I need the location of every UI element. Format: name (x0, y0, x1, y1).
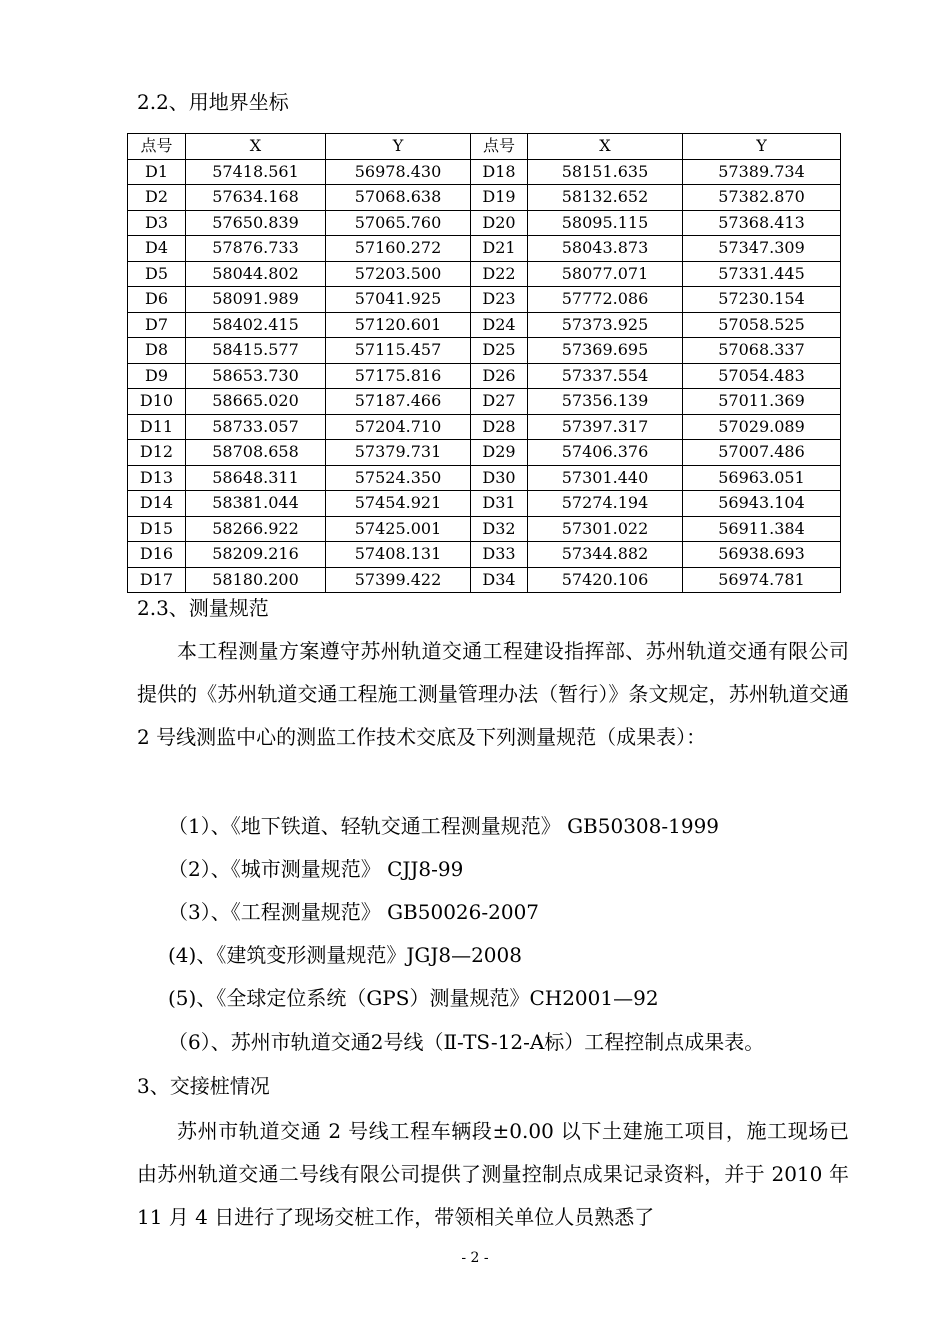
table-row (128, 491, 841, 517)
table-cell: D27 (471, 389, 528, 415)
table-cell: 57204.710 (326, 414, 471, 440)
table-cell: D22 (471, 261, 528, 287)
table-cell: 57454.921 (326, 491, 471, 517)
table-cell: D6 (128, 287, 186, 313)
table-cell: 57331.445 (683, 261, 841, 287)
table-cell: D7 (128, 312, 186, 338)
table-cell: D12 (128, 440, 186, 466)
table-row (128, 440, 841, 466)
table-cell: 58708.658 (186, 440, 326, 466)
table-cell: D16 (128, 542, 186, 568)
table-cell: 57373.925 (528, 312, 683, 338)
table-cell: D17 (128, 567, 186, 593)
table-cell: 58381.044 (186, 491, 326, 517)
table-row (128, 414, 841, 440)
header-point-no-2: 点号 (471, 134, 528, 160)
table-cell: 57115.457 (326, 338, 471, 364)
section-3-heading: 3、交接桩情况 (137, 1074, 270, 1098)
table-cell: 57230.154 (683, 287, 841, 313)
header-x: X (186, 134, 326, 160)
section-2-3-heading: 2.3、测量规范 (137, 596, 269, 620)
table-cell: D23 (471, 287, 528, 313)
table-cell: 58132.652 (528, 185, 683, 211)
table-cell: 56943.104 (683, 491, 841, 517)
table-cell: D3 (128, 210, 186, 236)
table-cell: 58266.922 (186, 516, 326, 542)
table-row (128, 185, 841, 211)
table-cell: 57187.466 (326, 389, 471, 415)
table-cell: 58402.415 (186, 312, 326, 338)
table-cell: D31 (471, 491, 528, 517)
page-number: - 2 - (461, 1250, 489, 1266)
header-y: Y (326, 134, 471, 160)
table-cell: 57418.561 (186, 159, 326, 185)
table-cell: 57007.486 (683, 440, 841, 466)
table-cell: 57356.139 (528, 389, 683, 415)
table-cell: 57389.734 (683, 159, 841, 185)
section-2-2-heading: 2.2、用地界坐标 (137, 90, 289, 114)
table-cell: D19 (471, 185, 528, 211)
table-cell: D21 (471, 236, 528, 262)
table-cell: D28 (471, 414, 528, 440)
table-cell: 57029.089 (683, 414, 841, 440)
table-cell: 57650.839 (186, 210, 326, 236)
table-cell: 57420.106 (528, 567, 683, 593)
table-cell: 57368.413 (683, 210, 841, 236)
table-row (128, 363, 841, 389)
table-cell: D15 (128, 516, 186, 542)
table-cell: D11 (128, 414, 186, 440)
table-cell: D8 (128, 338, 186, 364)
table-cell: 57175.816 (326, 363, 471, 389)
table-cell: 57347.309 (683, 236, 841, 262)
table-row (128, 465, 841, 491)
table-cell: 57379.731 (326, 440, 471, 466)
table-cell: 57160.272 (326, 236, 471, 262)
table-cell: 56963.051 (683, 465, 841, 491)
table-row (128, 210, 841, 236)
table-cell: 57041.925 (326, 287, 471, 313)
header-y-2: Y (683, 134, 841, 160)
table-cell: 57065.760 (326, 210, 471, 236)
table-cell: 57120.601 (326, 312, 471, 338)
header-x-2: X (528, 134, 683, 160)
table-cell: 57406.376 (528, 440, 683, 466)
table-cell: D29 (471, 440, 528, 466)
table-cell: 58044.802 (186, 261, 326, 287)
table-cell: 57399.422 (326, 567, 471, 593)
table-cell: D1 (128, 159, 186, 185)
table-cell: D5 (128, 261, 186, 287)
table-cell: 57425.001 (326, 516, 471, 542)
table-row (128, 338, 841, 364)
standard-item: （6）、苏州市轨道交通2号线（Ⅱ-TS-12-A标）工程控制点成果表。 (168, 1030, 765, 1054)
table-cell: D18 (471, 159, 528, 185)
table-cell: 57058.525 (683, 312, 841, 338)
table-cell: D13 (128, 465, 186, 491)
table-cell: 58653.730 (186, 363, 326, 389)
table-cell: 57344.882 (528, 542, 683, 568)
standard-item: （3）、《工程测量规范》 GB50026-2007 (168, 900, 540, 924)
table-row (128, 261, 841, 287)
table-cell: 58043.873 (528, 236, 683, 262)
table-cell: 57382.870 (683, 185, 841, 211)
table-row (128, 159, 841, 185)
table-header-row (128, 134, 841, 160)
table-cell: D25 (471, 338, 528, 364)
table-cell: D14 (128, 491, 186, 517)
table-cell: 57397.317 (528, 414, 683, 440)
header-point-no: 点号 (128, 134, 186, 160)
table-cell: 58209.216 (186, 542, 326, 568)
table-cell: 58091.989 (186, 287, 326, 313)
table-cell: 57634.168 (186, 185, 326, 211)
table-cell: 56938.693 (683, 542, 841, 568)
table-cell: D32 (471, 516, 528, 542)
table-cell: D2 (128, 185, 186, 211)
table-cell: 58151.635 (528, 159, 683, 185)
table-cell: 58665.020 (186, 389, 326, 415)
table-cell: 57054.483 (683, 363, 841, 389)
table-cell: D26 (471, 363, 528, 389)
table-cell: 56978.430 (326, 159, 471, 185)
standards-paragraph: 本工程测量方案遵守苏州轨道交通工程建设指挥部、苏州轨道交通有限公司提供的《苏州轨道交通工程施工测量管理办法（暂行）》条文规定，苏州轨道交通 2 号线测监中心的测监工作技术交底及下列测量规范（成果表）： (137, 639, 849, 749)
table-row (128, 287, 841, 313)
table-cell: D24 (471, 312, 528, 338)
table-cell: 56911.384 (683, 516, 841, 542)
table-body (128, 159, 841, 593)
table-cell: 57876.733 (186, 236, 326, 262)
table-cell: 57011.369 (683, 389, 841, 415)
table-cell: 56974.781 (683, 567, 841, 593)
table-cell: 57301.440 (528, 465, 683, 491)
table-cell: 57301.022 (528, 516, 683, 542)
table-cell: D34 (471, 567, 528, 593)
handover-paragraph: 苏州市轨道交通 2 号线工程车辆段±0.00 以下土建施工项目，施工现场已由苏州轨道交通二号线有限公司提供了测量控制点成果记录资料，并于 2010 年 11 月 4 日进行了现场交桩工作，带领相关单位人员熟悉了 (137, 1119, 849, 1229)
table-cell: 57068.638 (326, 185, 471, 211)
table-cell: 57068.337 (683, 338, 841, 364)
table-cell: 58648.311 (186, 465, 326, 491)
table-cell: 57369.695 (528, 338, 683, 364)
boundary-coordinates-table (127, 133, 841, 593)
table-cell: 57408.131 (326, 542, 471, 568)
table-cell: 58095.115 (528, 210, 683, 236)
table-cell: 57524.350 (326, 465, 471, 491)
table-cell: D20 (471, 210, 528, 236)
standard-item: （1）、《地下铁道、轻轨交通工程测量规范》 GB50308-1999 (168, 814, 720, 838)
table-row (128, 389, 841, 415)
table-row (128, 542, 841, 568)
table-cell: 58415.577 (186, 338, 326, 364)
table-cell: D10 (128, 389, 186, 415)
standard-item: (4)、《建筑变形测量规范》JGJ8—2008 (168, 943, 522, 967)
table-cell: 57203.500 (326, 261, 471, 287)
table-cell: D9 (128, 363, 186, 389)
table-cell: 57337.554 (528, 363, 683, 389)
table-row (128, 567, 841, 593)
table-cell: 58180.200 (186, 567, 326, 593)
table-cell: D30 (471, 465, 528, 491)
table-cell: 58733.057 (186, 414, 326, 440)
table-cell: 57274.194 (528, 491, 683, 517)
table-cell: 57772.086 (528, 287, 683, 313)
table-row (128, 516, 841, 542)
table-cell: 58077.071 (528, 261, 683, 287)
table-row (128, 312, 841, 338)
table-cell: D4 (128, 236, 186, 262)
table-cell: D33 (471, 542, 528, 568)
table-row (128, 236, 841, 262)
standard-item: (5)、《全球定位系统（GPS）测量规范》CH2001—92 (168, 986, 659, 1010)
standard-item: （2）、《城市测量规范》 CJJ8-99 (168, 857, 464, 881)
